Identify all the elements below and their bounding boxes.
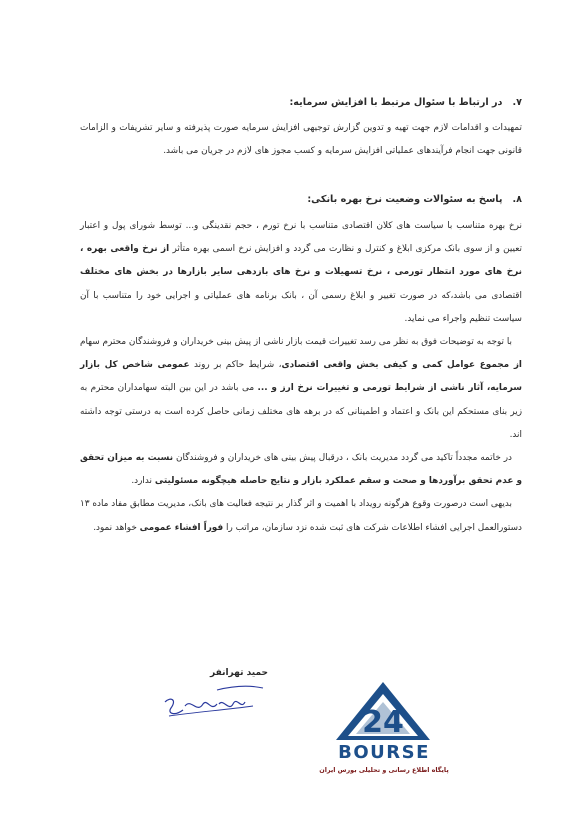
bourse24-logo — [318, 680, 448, 780]
bold-text-run: عمومی شاخص کل بازار سرمایه، آثار ناشی از شرایط تورمی و تغییرات نرخ ارز و ... — [80, 360, 522, 394]
text-run: خواهد نمود. — [93, 522, 140, 533]
section-8-body — [80, 215, 522, 540]
signer-name: حمید تهرانفر — [210, 668, 268, 678]
section-title: در ارتباط با سئوال مرتبط با افزایش سرمایه: — [289, 97, 503, 108]
paragraph-market-prices — [80, 331, 522, 447]
paragraph-disclaimer — [80, 447, 522, 493]
bold-text-run: فوراً افشاء عمومی — [139, 522, 224, 533]
text-run: بدیهی است درصورت وقوع هرگونه رویداد با اهمیت و اثر گذار بر نتیجه فعالیت های بانک، مدیریت مطابق مفاد ماده ۱۳ دستورالعمل اجرایی افشاء اطلاعات شرکت های ثبت شده نزد سازمان، مراتب را — [80, 499, 522, 533]
handwritten-signature — [145, 676, 270, 724]
text-run: اقتصادی می باشد،که در صورت تغییر و ابلاغ رسمی آن ، بانک برنامه های عملیاتی و اجرایی خود را متناسب با آن سیاست تنظیم واجراء می نماید. — [80, 290, 522, 324]
paragraph-disclosure — [80, 493, 522, 539]
paragraph: تمهیدات و اقدامات لازم جهت تهیه و تدوین گزارش توجیهی افزایش سرمایه صورت پذیرفته و سایر تشریفات و الزامات قانونی جهت انجام فرآیندهای عملیاتی افزایش سرمایه و کسب مجوز های لازم در جریان می باشد. — [80, 123, 522, 157]
text-run: در خاتمه مجدداً تاکید می گردد مدیریت بانک ، درقبال پیش بینی های خریداران و فروشندگان — [173, 453, 512, 464]
text-run: ، شرایط حاکم بر روند — [189, 360, 282, 371]
bold-text-run: نسبت به میزان تحقق و عدم تحقق برآوردها و صحت و سقم عملکرد بازار و نتایج حاصله هیچگونه مسئولیتی — [80, 453, 522, 487]
section-7-heading — [80, 96, 522, 110]
logo-wordmark: BOURSE — [338, 742, 430, 763]
text-run: با توجه به توضیحات فوق به نظر می رسد تغییرات قیمت بازار ناشی از پیش بینی خریداران و فروشندگان محترم سهام — [79, 337, 512, 348]
text-run: می باشد در این بین البته سهامداران محترم به زیر بنای مستحکم این بانک و اعتماد و اطمینانی که در برهه های مختلف زمانی حاصل کرده است به درستی توجه داشته اند. — [80, 383, 522, 440]
section-number: ۸. — [512, 194, 522, 205]
paragraph-interest-rate — [80, 215, 522, 331]
section-number: ۷. — [512, 97, 522, 108]
bold-text-run: از مجموع عوامل کمی و کیفی بخش واقعی اقتصادی — [281, 360, 522, 371]
logo-mark: 24 — [362, 705, 404, 740]
text-run: نرخ بهره متناسب با سیاست های کلان اقتصادی متناسب با نرخ تورم ، حجم نقدینگی و... توسط شورای پول و اعتبار تعیین و از سوی بانک مرکزی ابلاغ و کنترل و نظارت می گردد و افزایش نرخ اسمی بهره متأثر — [80, 221, 522, 255]
section-title: پاسخ به سئوالات وضعیت نرخ بهره بانکی: — [307, 194, 503, 205]
logo-caption: پایگاه اطلاع رسانی و تحلیلی بورس ایران — [319, 766, 449, 774]
bold-text-run: از نرخ واقعی بهره ، نرخ های مورد انتظار تورمی ، نرخ تسهیلات و نرخ های بازدهی سایر بازارها در بخش های مختلف — [80, 244, 522, 278]
section-7-body — [80, 117, 522, 163]
text-run: ندارد. — [131, 476, 155, 487]
section-8-heading — [80, 193, 522, 207]
